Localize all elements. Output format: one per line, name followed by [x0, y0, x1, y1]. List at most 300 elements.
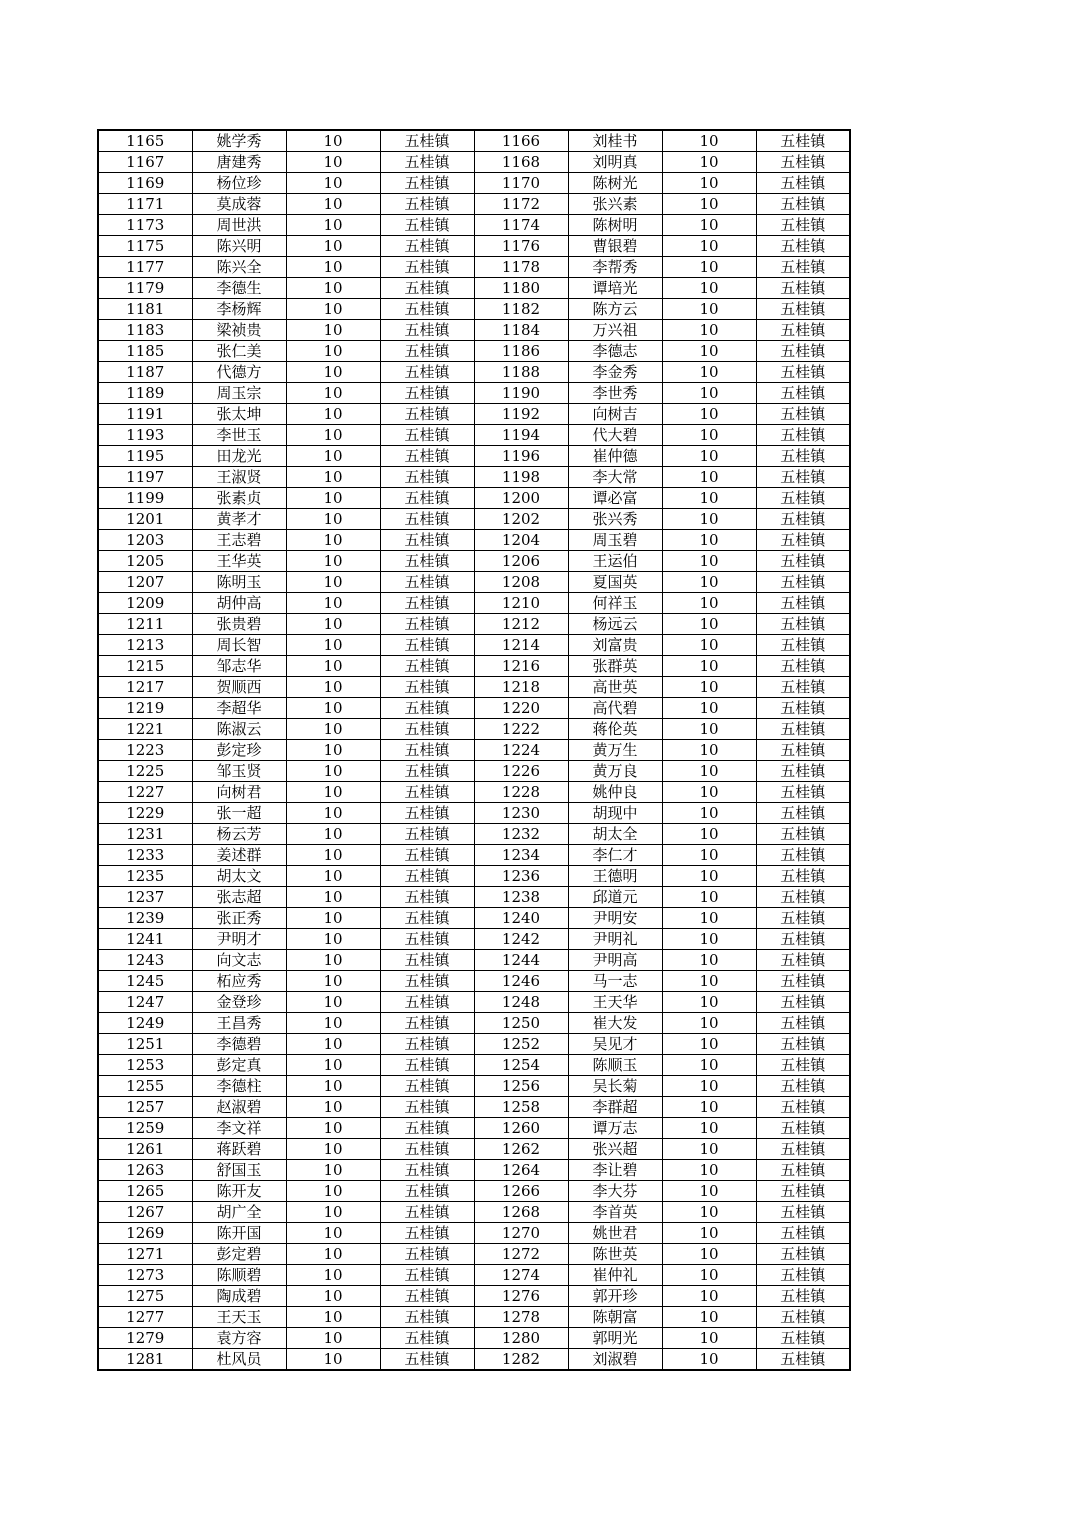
amount-cell: 10: [662, 130, 756, 152]
amount-cell: 10: [662, 509, 756, 530]
name-cell: 唐建秀: [192, 152, 286, 173]
amount-cell: 10: [286, 656, 380, 677]
table-row: [98, 992, 850, 1013]
name-cell: 黄孝才: [192, 509, 286, 530]
table-row: [98, 845, 850, 866]
id-cell: 1220: [474, 698, 568, 719]
id-cell: 1264: [474, 1160, 568, 1181]
id-cell: 1246: [474, 971, 568, 992]
town-cell: 五桂镇: [756, 1244, 850, 1265]
name-cell: 陈明玉: [192, 572, 286, 593]
amount-cell: 10: [662, 1349, 756, 1371]
town-cell: 五桂镇: [380, 236, 474, 257]
name-cell: 向树吉: [568, 404, 662, 425]
amount-cell: 10: [286, 803, 380, 824]
town-cell: 五桂镇: [380, 194, 474, 215]
table-row: [98, 446, 850, 467]
name-cell: 陈开国: [192, 1223, 286, 1244]
id-cell: 1274: [474, 1265, 568, 1286]
town-cell: 五桂镇: [756, 425, 850, 446]
table-row: [98, 130, 850, 152]
town-cell: 五桂镇: [380, 509, 474, 530]
name-cell: 邱道元: [568, 887, 662, 908]
town-cell: 五桂镇: [756, 1307, 850, 1328]
name-cell: 张一超: [192, 803, 286, 824]
amount-cell: 10: [662, 551, 756, 572]
amount-cell: 10: [662, 908, 756, 929]
id-cell: 1190: [474, 383, 568, 404]
id-cell: 1174: [474, 215, 568, 236]
name-cell: 崔仲礼: [568, 1265, 662, 1286]
town-cell: 五桂镇: [380, 1097, 474, 1118]
id-cell: 1176: [474, 236, 568, 257]
town-cell: 五桂镇: [756, 173, 850, 194]
name-cell: 曹银碧: [568, 236, 662, 257]
town-cell: 五桂镇: [380, 656, 474, 677]
town-cell: 五桂镇: [380, 1013, 474, 1034]
town-cell: 五桂镇: [380, 1328, 474, 1349]
id-cell: 1209: [98, 593, 192, 614]
town-cell: 五桂镇: [756, 1118, 850, 1139]
id-cell: 1194: [474, 425, 568, 446]
name-cell: 尹明高: [568, 950, 662, 971]
town-cell: 五桂镇: [756, 130, 850, 152]
name-cell: 胡太全: [568, 824, 662, 845]
amount-cell: 10: [662, 194, 756, 215]
id-cell: 1260: [474, 1118, 568, 1139]
id-cell: 1236: [474, 866, 568, 887]
name-cell: 蒋伦英: [568, 719, 662, 740]
name-cell: 姚世君: [568, 1223, 662, 1244]
name-cell: 李让碧: [568, 1160, 662, 1181]
id-cell: 1254: [474, 1055, 568, 1076]
town-cell: 五桂镇: [756, 1160, 850, 1181]
amount-cell: 10: [286, 215, 380, 236]
town-cell: 五桂镇: [756, 992, 850, 1013]
town-cell: 五桂镇: [756, 1265, 850, 1286]
town-cell: 五桂镇: [756, 845, 850, 866]
town-cell: 五桂镇: [380, 614, 474, 635]
name-cell: 马一志: [568, 971, 662, 992]
name-cell: 王运伯: [568, 551, 662, 572]
name-cell: 李德志: [568, 341, 662, 362]
town-cell: 五桂镇: [756, 803, 850, 824]
table-row: [98, 488, 850, 509]
id-cell: 1214: [474, 635, 568, 656]
id-cell: 1255: [98, 1076, 192, 1097]
name-cell: 王天玉: [192, 1307, 286, 1328]
name-cell: 李帮秀: [568, 257, 662, 278]
id-cell: 1183: [98, 320, 192, 341]
table-row: [98, 971, 850, 992]
name-cell: 尹明礼: [568, 929, 662, 950]
id-cell: 1200: [474, 488, 568, 509]
id-cell: 1188: [474, 362, 568, 383]
id-cell: 1241: [98, 929, 192, 950]
id-cell: 1235: [98, 866, 192, 887]
table-row: [98, 467, 850, 488]
town-cell: 五桂镇: [756, 299, 850, 320]
town-cell: 五桂镇: [380, 803, 474, 824]
town-cell: 五桂镇: [756, 866, 850, 887]
town-cell: 五桂镇: [756, 971, 850, 992]
town-cell: 五桂镇: [756, 1328, 850, 1349]
town-cell: 五桂镇: [380, 446, 474, 467]
table-row: [98, 782, 850, 803]
name-cell: 黄万良: [568, 761, 662, 782]
town-cell: 五桂镇: [380, 845, 474, 866]
amount-cell: 10: [286, 1202, 380, 1223]
name-cell: 张兴超: [568, 1139, 662, 1160]
name-cell: 姚仲良: [568, 782, 662, 803]
town-cell: 五桂镇: [756, 320, 850, 341]
town-cell: 五桂镇: [756, 635, 850, 656]
town-cell: 五桂镇: [380, 425, 474, 446]
id-cell: 1211: [98, 614, 192, 635]
name-cell: 陈顺碧: [192, 1265, 286, 1286]
name-cell: 代德方: [192, 362, 286, 383]
name-cell: 张群英: [568, 656, 662, 677]
town-cell: 五桂镇: [380, 971, 474, 992]
amount-cell: 10: [286, 152, 380, 173]
amount-cell: 10: [662, 467, 756, 488]
id-cell: 1171: [98, 194, 192, 215]
table-row: [98, 1034, 850, 1055]
name-cell: 李群超: [568, 1097, 662, 1118]
amount-cell: 10: [662, 719, 756, 740]
id-cell: 1219: [98, 698, 192, 719]
name-cell: 邹玉贤: [192, 761, 286, 782]
table-row: [98, 803, 850, 824]
town-cell: 五桂镇: [380, 1055, 474, 1076]
town-cell: 五桂镇: [756, 908, 850, 929]
id-cell: 1175: [98, 236, 192, 257]
table-row: [98, 1244, 850, 1265]
town-cell: 五桂镇: [380, 929, 474, 950]
town-cell: 五桂镇: [380, 1307, 474, 1328]
id-cell: 1196: [474, 446, 568, 467]
id-cell: 1252: [474, 1034, 568, 1055]
name-cell: 尹明安: [568, 908, 662, 929]
name-cell: 梁祯贵: [192, 320, 286, 341]
name-cell: 高世英: [568, 677, 662, 698]
name-cell: 陈顺玉: [568, 1055, 662, 1076]
name-cell: 代大碧: [568, 425, 662, 446]
name-cell: 蒋跃碧: [192, 1139, 286, 1160]
id-cell: 1201: [98, 509, 192, 530]
id-cell: 1203: [98, 530, 192, 551]
amount-cell: 10: [286, 635, 380, 656]
amount-cell: 10: [662, 236, 756, 257]
town-cell: 五桂镇: [380, 257, 474, 278]
table-row: [98, 1139, 850, 1160]
amount-cell: 10: [286, 1034, 380, 1055]
name-cell: 张太坤: [192, 404, 286, 425]
town-cell: 五桂镇: [756, 761, 850, 782]
table-row: [98, 761, 850, 782]
name-cell: 赵淑碧: [192, 1097, 286, 1118]
amount-cell: 10: [286, 446, 380, 467]
name-cell: 陈兴全: [192, 257, 286, 278]
amount-cell: 10: [662, 530, 756, 551]
id-cell: 1212: [474, 614, 568, 635]
id-cell: 1225: [98, 761, 192, 782]
town-cell: 五桂镇: [380, 1286, 474, 1307]
amount-cell: 10: [662, 740, 756, 761]
town-cell: 五桂镇: [380, 1265, 474, 1286]
amount-cell: 10: [662, 971, 756, 992]
town-cell: 五桂镇: [756, 698, 850, 719]
name-cell: 邹志华: [192, 656, 286, 677]
table-row: [98, 278, 850, 299]
name-cell: 彭定真: [192, 1055, 286, 1076]
id-cell: 1222: [474, 719, 568, 740]
id-cell: 1244: [474, 950, 568, 971]
id-cell: 1169: [98, 173, 192, 194]
id-cell: 1193: [98, 425, 192, 446]
table-row: [98, 215, 850, 236]
name-cell: 王志碧: [192, 530, 286, 551]
town-cell: 五桂镇: [380, 467, 474, 488]
amount-cell: 10: [662, 1307, 756, 1328]
name-cell: 杨云芳: [192, 824, 286, 845]
id-cell: 1167: [98, 152, 192, 173]
id-cell: 1280: [474, 1328, 568, 1349]
town-cell: 五桂镇: [756, 446, 850, 467]
amount-cell: 10: [286, 299, 380, 320]
amount-cell: 10: [286, 425, 380, 446]
id-cell: 1202: [474, 509, 568, 530]
id-cell: 1281: [98, 1349, 192, 1371]
name-cell: 李德生: [192, 278, 286, 299]
amount-cell: 10: [286, 845, 380, 866]
amount-cell: 10: [286, 677, 380, 698]
town-cell: 五桂镇: [380, 130, 474, 152]
name-cell: 吴长菊: [568, 1076, 662, 1097]
name-cell: 姜述群: [192, 845, 286, 866]
table-row: [98, 320, 850, 341]
amount-cell: 10: [286, 887, 380, 908]
table-row: [98, 1181, 850, 1202]
table-row: [98, 404, 850, 425]
town-cell: 五桂镇: [756, 362, 850, 383]
name-cell: 金登珍: [192, 992, 286, 1013]
name-cell: 刘明真: [568, 152, 662, 173]
name-cell: 彭定碧: [192, 1244, 286, 1265]
town-cell: 五桂镇: [380, 1118, 474, 1139]
table-row: [98, 1349, 850, 1371]
id-cell: 1245: [98, 971, 192, 992]
id-cell: 1192: [474, 404, 568, 425]
name-cell: 王德明: [568, 866, 662, 887]
table-row: [98, 425, 850, 446]
amount-cell: 10: [662, 404, 756, 425]
name-cell: 向文志: [192, 950, 286, 971]
table-row: [98, 635, 850, 656]
name-cell: 李大常: [568, 467, 662, 488]
amount-cell: 10: [286, 782, 380, 803]
id-cell: 1189: [98, 383, 192, 404]
id-cell: 1275: [98, 1286, 192, 1307]
amount-cell: 10: [286, 1013, 380, 1034]
town-cell: 五桂镇: [380, 908, 474, 929]
table-row: [98, 1328, 850, 1349]
name-cell: 何祥玉: [568, 593, 662, 614]
table-row: [98, 530, 850, 551]
id-cell: 1265: [98, 1181, 192, 1202]
name-cell: 陈世英: [568, 1244, 662, 1265]
town-cell: 五桂镇: [380, 740, 474, 761]
town-cell: 五桂镇: [380, 320, 474, 341]
town-cell: 五桂镇: [756, 572, 850, 593]
name-cell: 崔大发: [568, 1013, 662, 1034]
town-cell: 五桂镇: [380, 1181, 474, 1202]
table-row: [98, 824, 850, 845]
id-cell: 1165: [98, 130, 192, 152]
data-table: [97, 129, 851, 1371]
town-cell: 五桂镇: [756, 194, 850, 215]
amount-cell: 10: [662, 152, 756, 173]
amount-cell: 10: [286, 1244, 380, 1265]
town-cell: 五桂镇: [380, 1139, 474, 1160]
amount-cell: 10: [662, 488, 756, 509]
id-cell: 1228: [474, 782, 568, 803]
table-row: [98, 1202, 850, 1223]
id-cell: 1184: [474, 320, 568, 341]
id-cell: 1210: [474, 593, 568, 614]
amount-cell: 10: [286, 362, 380, 383]
amount-cell: 10: [662, 1223, 756, 1244]
town-cell: 五桂镇: [756, 719, 850, 740]
name-cell: 杨位珍: [192, 173, 286, 194]
name-cell: 张志超: [192, 887, 286, 908]
town-cell: 五桂镇: [756, 488, 850, 509]
amount-cell: 10: [286, 929, 380, 950]
amount-cell: 10: [662, 446, 756, 467]
town-cell: 五桂镇: [380, 1349, 474, 1371]
id-cell: 1278: [474, 1307, 568, 1328]
id-cell: 1186: [474, 341, 568, 362]
town-cell: 五桂镇: [380, 698, 474, 719]
table-row: [98, 572, 850, 593]
id-cell: 1166: [474, 130, 568, 152]
amount-cell: 10: [662, 425, 756, 446]
town-cell: 五桂镇: [756, 593, 850, 614]
amount-cell: 10: [662, 824, 756, 845]
id-cell: 1253: [98, 1055, 192, 1076]
id-cell: 1179: [98, 278, 192, 299]
amount-cell: 10: [286, 614, 380, 635]
name-cell: 王昌秀: [192, 1013, 286, 1034]
id-cell: 1257: [98, 1097, 192, 1118]
table-row: [98, 173, 850, 194]
id-cell: 1182: [474, 299, 568, 320]
table-row: [98, 950, 850, 971]
town-cell: 五桂镇: [380, 404, 474, 425]
name-cell: 陈朝富: [568, 1307, 662, 1328]
name-cell: 刘淑碧: [568, 1349, 662, 1371]
name-cell: 刘富贵: [568, 635, 662, 656]
name-cell: 胡现中: [568, 803, 662, 824]
town-cell: 五桂镇: [756, 1055, 850, 1076]
id-cell: 1243: [98, 950, 192, 971]
amount-cell: 10: [662, 887, 756, 908]
amount-cell: 10: [662, 1265, 756, 1286]
name-cell: 刘桂书: [568, 130, 662, 152]
table-row: [98, 236, 850, 257]
name-cell: 李首英: [568, 1202, 662, 1223]
town-cell: 五桂镇: [380, 887, 474, 908]
town-cell: 五桂镇: [756, 236, 850, 257]
town-cell: 五桂镇: [380, 278, 474, 299]
name-cell: 袁方容: [192, 1328, 286, 1349]
amount-cell: 10: [286, 530, 380, 551]
name-cell: 张兴素: [568, 194, 662, 215]
amount-cell: 10: [286, 278, 380, 299]
table-row: [98, 152, 850, 173]
name-cell: 李德柱: [192, 1076, 286, 1097]
amount-cell: 10: [286, 257, 380, 278]
name-cell: 陶成碧: [192, 1286, 286, 1307]
town-cell: 五桂镇: [380, 488, 474, 509]
amount-cell: 10: [286, 740, 380, 761]
id-cell: 1268: [474, 1202, 568, 1223]
town-cell: 五桂镇: [380, 1244, 474, 1265]
amount-cell: 10: [662, 656, 756, 677]
amount-cell: 10: [662, 1286, 756, 1307]
town-cell: 五桂镇: [380, 215, 474, 236]
table-row: [98, 929, 850, 950]
id-cell: 1249: [98, 1013, 192, 1034]
amount-cell: 10: [286, 824, 380, 845]
amount-cell: 10: [286, 173, 380, 194]
id-cell: 1207: [98, 572, 192, 593]
name-cell: 王天华: [568, 992, 662, 1013]
name-cell: 李大芬: [568, 1181, 662, 1202]
id-cell: 1170: [474, 173, 568, 194]
id-cell: 1250: [474, 1013, 568, 1034]
amount-cell: 10: [286, 467, 380, 488]
amount-cell: 10: [662, 1034, 756, 1055]
amount-cell: 10: [662, 299, 756, 320]
name-cell: 郭明光: [568, 1328, 662, 1349]
town-cell: 五桂镇: [380, 362, 474, 383]
town-cell: 五桂镇: [380, 551, 474, 572]
amount-cell: 10: [286, 1223, 380, 1244]
name-cell: 彭定珍: [192, 740, 286, 761]
town-cell: 五桂镇: [756, 782, 850, 803]
amount-cell: 10: [662, 1328, 756, 1349]
id-cell: 1217: [98, 677, 192, 698]
id-cell: 1185: [98, 341, 192, 362]
name-cell: 王华英: [192, 551, 286, 572]
id-cell: 1205: [98, 551, 192, 572]
id-cell: 1218: [474, 677, 568, 698]
amount-cell: 10: [662, 1160, 756, 1181]
name-cell: 田龙光: [192, 446, 286, 467]
town-cell: 五桂镇: [380, 824, 474, 845]
town-cell: 五桂镇: [380, 530, 474, 551]
id-cell: 1191: [98, 404, 192, 425]
name-cell: 胡太文: [192, 866, 286, 887]
town-cell: 五桂镇: [756, 1202, 850, 1223]
id-cell: 1270: [474, 1223, 568, 1244]
town-cell: 五桂镇: [756, 1139, 850, 1160]
id-cell: 1277: [98, 1307, 192, 1328]
id-cell: 1279: [98, 1328, 192, 1349]
name-cell: 李世秀: [568, 383, 662, 404]
id-cell: 1238: [474, 887, 568, 908]
